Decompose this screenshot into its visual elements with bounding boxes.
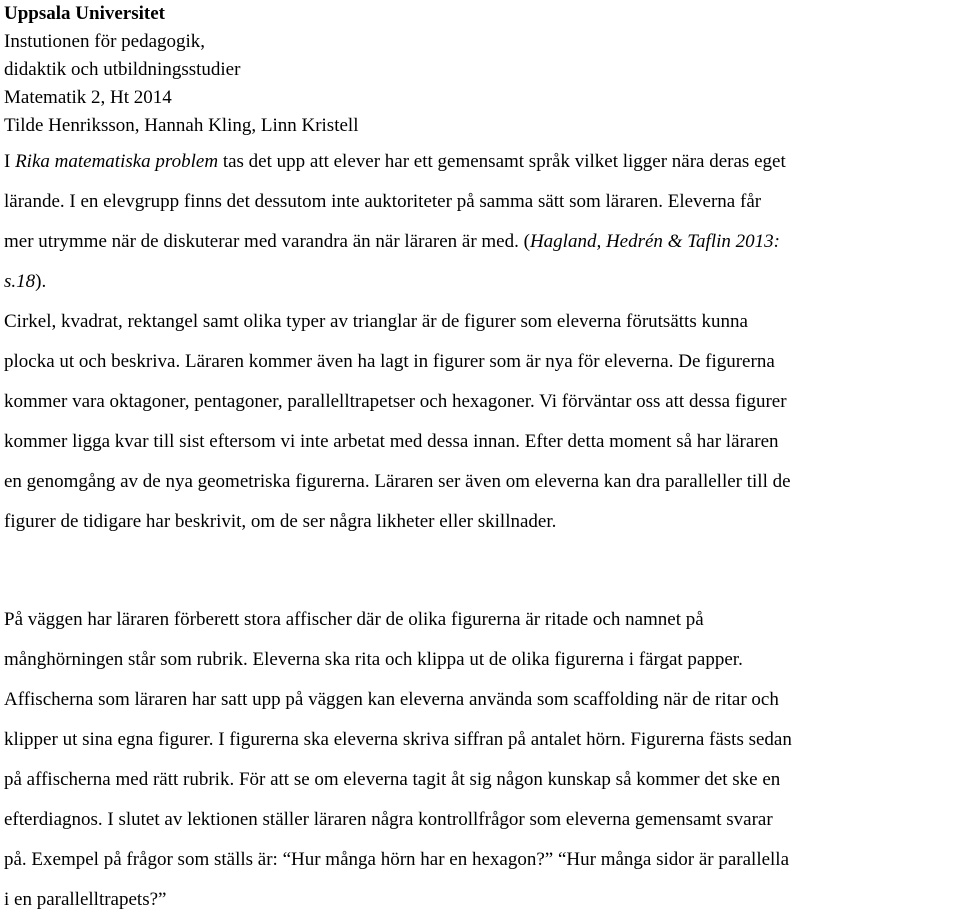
paragraph-line: s.18).: [4, 271, 47, 292]
paragraph-line: på. Exempel på frågor som ställs är: “Hur många hörn har en hexagon?” “Hur många sidor är parallella: [4, 849, 790, 870]
paragraph-line: kommer vara oktagoner, pentagoner, parallelltrapetser och hexagoner. Vi förväntar oss att dessa figurer: [4, 391, 787, 412]
paragraph-line: mer utrymme när de diskuterar med varandra än när läraren är med. (Hagland, Hedrén & Taflin 2013:: [4, 231, 780, 252]
document-header: [4, 0, 358, 140]
paragraph-line: efterdiagnos. I slutet av lektionen ställer läraren några kontrollfrågor som eleverna gemensamt svarar: [4, 809, 773, 830]
paragraph-line: Cirkel, kvadrat, rektangel samt olika typer av trianglar är de figurer som eleverna förutsätts kunna: [4, 311, 748, 332]
paragraph-line: plocka ut och beskriva. Läraren kommer även ha lagt in figurer som är nya för eleverna. De figurerna: [4, 351, 775, 372]
paragraph-line: månghörningen står som rubrik. Eleverna ska rita och klippa ut de olika figurerna i färgat papper.: [4, 649, 743, 670]
author-names: Tilde Henriksson, Hannah Kling, Linn Kristell: [4, 115, 359, 136]
paragraph-line: på affischerna med rätt rubrik. För att se om eleverna tagit åt sig någon kunskap så kommer det ske en: [4, 769, 781, 790]
paragraph-line: I Rika matematiska problem tas det upp att elever har ett gemensamt språk vilket ligger nära deras eget: [4, 151, 786, 172]
paragraph-line: kommer ligga kvar till sist eftersom vi inte arbetat med dessa innan. Efter detta moment så har läraren: [4, 431, 779, 452]
paragraph-line: lärande. I en elevgrupp finns det dessutom inte auktoriteter på samma sätt som läraren. Eleverna får: [4, 191, 762, 212]
paragraph-line: Affischerna som läraren har satt upp på väggen kan eleverna använda som scaffolding när de ritar och: [4, 689, 779, 710]
paragraph-line: en genomgång av de nya geometriska figurerna. Läraren ser även om eleverna kan dra paralleller till de: [4, 471, 791, 492]
paragraph-line: På väggen har läraren förberett stora affischer där de olika figurerna är ritade och namnet på: [4, 609, 704, 630]
paragraph-2: [4, 600, 956, 920]
course-name: Matematik 2, Ht 2014: [4, 87, 172, 108]
paragraph-line: i en parallelltrapets?”: [4, 889, 167, 910]
paragraph-line: klipper ut sina egna figurer. I figurerna ska eleverna skriva siffran på antalet hörn. Figurerna fästs sedan: [4, 729, 792, 750]
institution-name: Instutionen för pedagogik,: [4, 31, 206, 52]
university-name: Uppsala Universitet: [4, 3, 165, 24]
department-name: didaktik och utbildningsstudier: [4, 59, 241, 80]
paragraph-line: figurer de tidigare har beskrivit, om de ser några likheter eller skillnader.: [4, 511, 557, 532]
paragraph-1: [4, 142, 956, 542]
